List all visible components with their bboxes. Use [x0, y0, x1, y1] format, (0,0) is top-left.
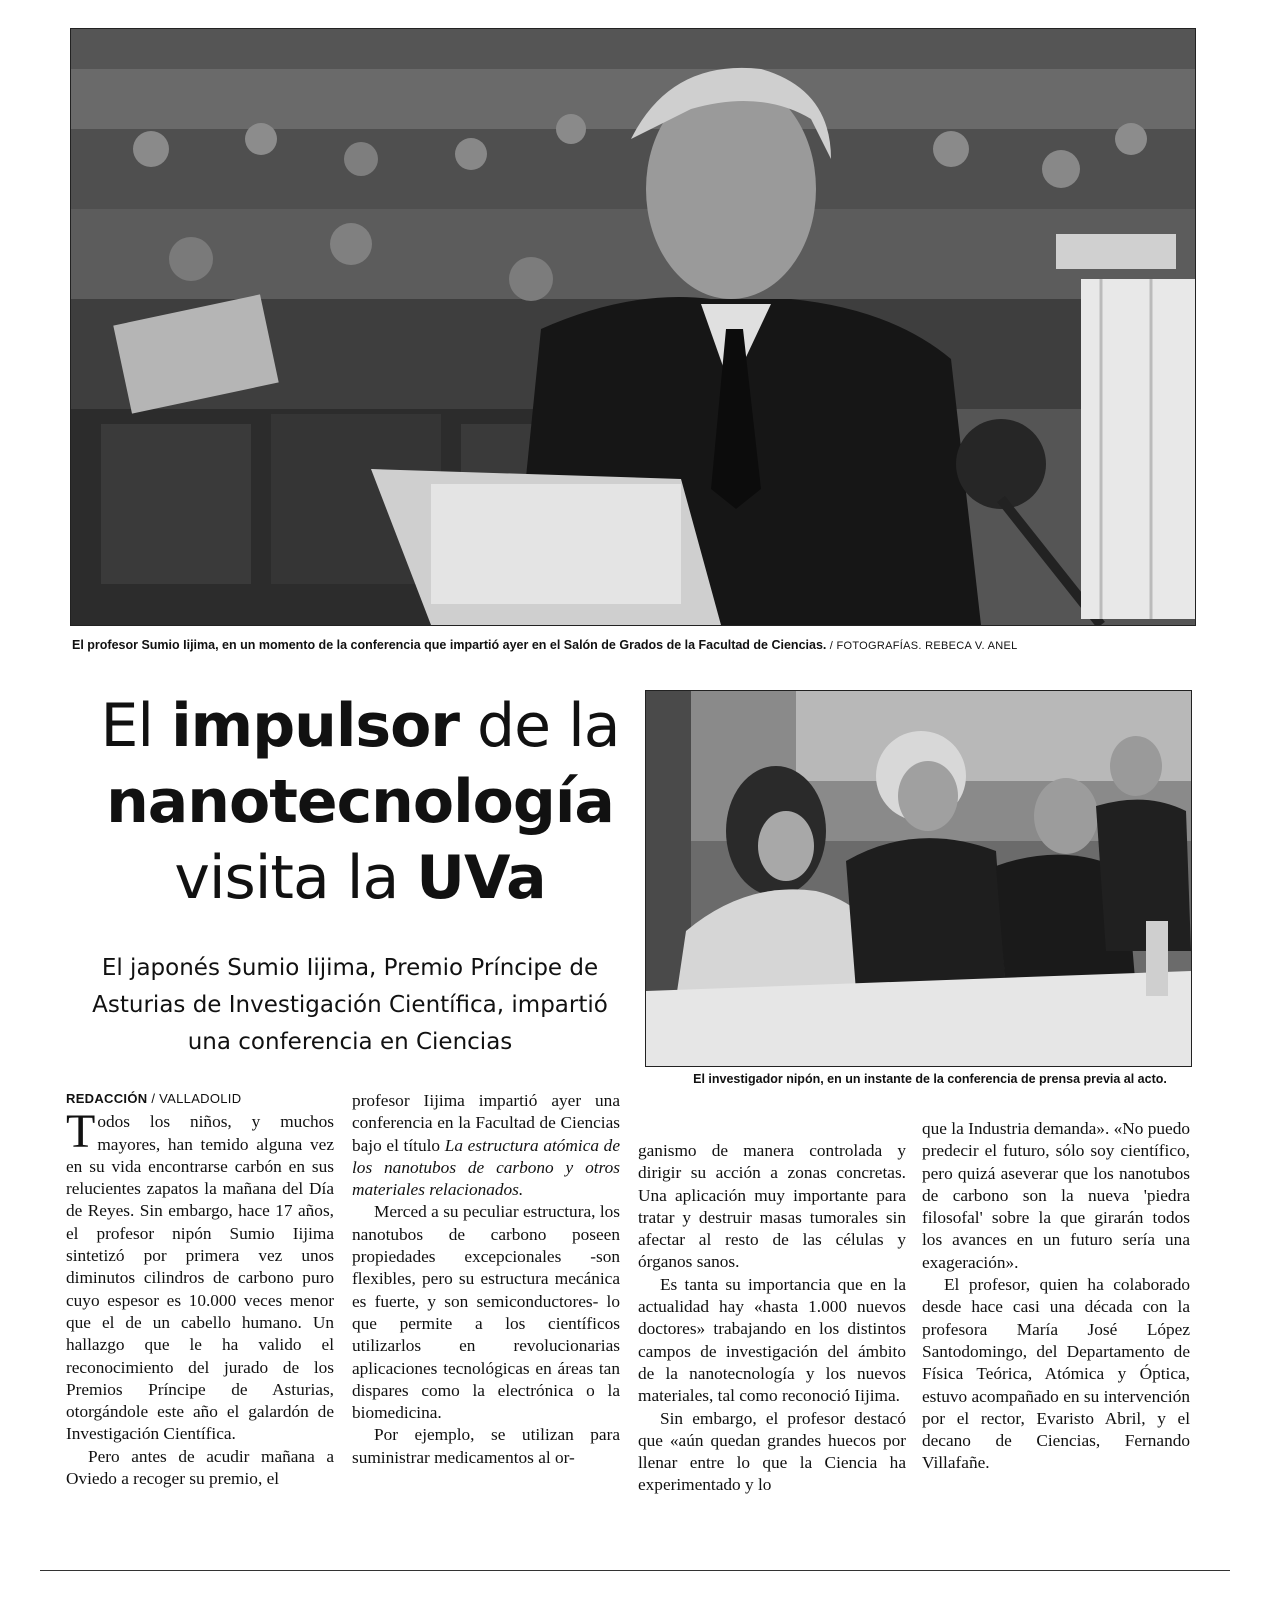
- press-conference-photo-image: [646, 691, 1191, 1066]
- article-paragraph: ganismo de manera controlada y dirigir su acción a zonas concretas. Una aplicación muy importante para tratar y destruir masas tumorales sin afectar al resto de las células y órganos sanos.: [638, 1141, 906, 1272]
- drop-cap: T: [66, 1105, 96, 1159]
- headline-line-3: [80, 840, 640, 916]
- article-paragraph: Pero antes de acudir mañana a Oviedo a recoger su premio, el: [66, 1446, 334, 1489]
- article-paragraph: [352, 1090, 620, 1201]
- article-column-4: [922, 1118, 1190, 1538]
- lecture-title: La estructura atómica de los nanotubos de carbono y otros materiales relacionados.: [352, 1135, 620, 1200]
- bottom-rule: [40, 1570, 1230, 1571]
- lecture-photo-image: [71, 29, 1195, 625]
- article-paragraph: Es tanta su importancia que en la actualidad hay «hasta 1.000 nuevos doctores» trabajando en los distintos campos de investigación del ámbito de la nanotecnología y los nuevos materiales, tal como reconoció Iijima.: [638, 1274, 906, 1406]
- subtitle: El japonés Sumio Iijima, Premio Príncipe de Asturias de Investigación Científica, impartió una conferencia en Ciencias: [92, 955, 608, 1055]
- byline: [66, 1088, 334, 1110]
- side-photo: [645, 690, 1192, 1067]
- headline-word-bold: impulsor: [171, 691, 459, 761]
- article-paragraph: Sin embargo, el profesor destacó que «aún quedan grandes huecos por llenar entre lo que la Ciencia ha experimentado y lo: [638, 1408, 906, 1495]
- article-column-2: [352, 1090, 620, 1530]
- article-column-1: [66, 1088, 334, 1528]
- headline-line-2: [80, 764, 640, 840]
- headline-word-bold: UVa: [416, 843, 546, 913]
- article-paragraph: que la Industria demanda». «No puedo predecir el futuro, sólo soy científico, pero quizá aseverar que los nanotubos de carbono son la nueva 'piedra filosofal' sobre la que girarán todos los avances en un futuro sería una exageración».: [922, 1119, 1190, 1272]
- main-photo-caption: [72, 638, 1212, 652]
- main-photo-caption-text: El profesor Sumio Iijima, en un momento de la conferencia que impartió ayer en el Salón de Grados de la Facultad de Ciencias.: [72, 638, 827, 652]
- article-paragraph: El profesor, quien ha colaborado desde hace casi una década con la profesora María José López Santodomingo, del Departamento de Física Teórica, Atómica y Óptica, estuvo acompañado en su intervención por el rector, Evaristo Abril, y el decano de Ciencias, Fernando Villafañe.: [922, 1275, 1190, 1473]
- paragraph-text: profesor Iijima impartió ayer una conferencia en la Facultad de Ciencias bajo el título: [352, 1091, 620, 1155]
- photo-credit: / FOTOGRAFÍAS. REBECA V. ANEL: [826, 640, 1018, 652]
- article-paragraph: Merced a su peculiar estructura, los nanotubos de carbono poseen propiedades excepcionales -son flexibles, pero su estructura mecánica es fuerte, y son semiconductores- lo que permite a los científicos utilizarlos en revolucionarias aplicaciones tecnológicas en áreas tan dispares como la electrónica o la biomedicina.: [352, 1202, 620, 1423]
- paragraph-text: odos los niños, y muchos mayores, han temido alguna vez en su vida encontrarse carbón en sus relucientes zapatos la mañana del Día de Reyes. Sin embargo, hace 17 años, el profesor nipón Sumio Iijima sintetizó por primera vez unos diminutos cilindros de carbono puro cuyo espesor es 10.000 veces menor que el de un cabello humano. Un hallazgo que le ha valido el reconocimiento del jurado de los Premios Príncipe de Asturias, otorgándole este año el galardón de Investigación Científica.: [66, 1112, 334, 1444]
- byline-agency: REDACCIÓN: [66, 1091, 148, 1106]
- headline: [80, 688, 640, 916]
- headline-word: visita la: [174, 843, 417, 913]
- headline-line-1: [80, 688, 640, 764]
- main-photo: [70, 28, 1196, 626]
- side-photo-caption: El investigador nipón, en un instante de la conferencia de prensa previa al acto.: [693, 1072, 1167, 1086]
- headline-word: de la: [458, 691, 620, 761]
- headline-word: El: [100, 691, 172, 761]
- article-column-3: [638, 1140, 906, 1540]
- article-paragraph: [66, 1105, 334, 1445]
- headline-word-bold: nanotecnología: [106, 767, 614, 837]
- byline-location: / VALLADOLID: [147, 1091, 242, 1106]
- article-paragraph: Por ejemplo, se utilizan para suministrar medicamentos al or-: [352, 1425, 620, 1467]
